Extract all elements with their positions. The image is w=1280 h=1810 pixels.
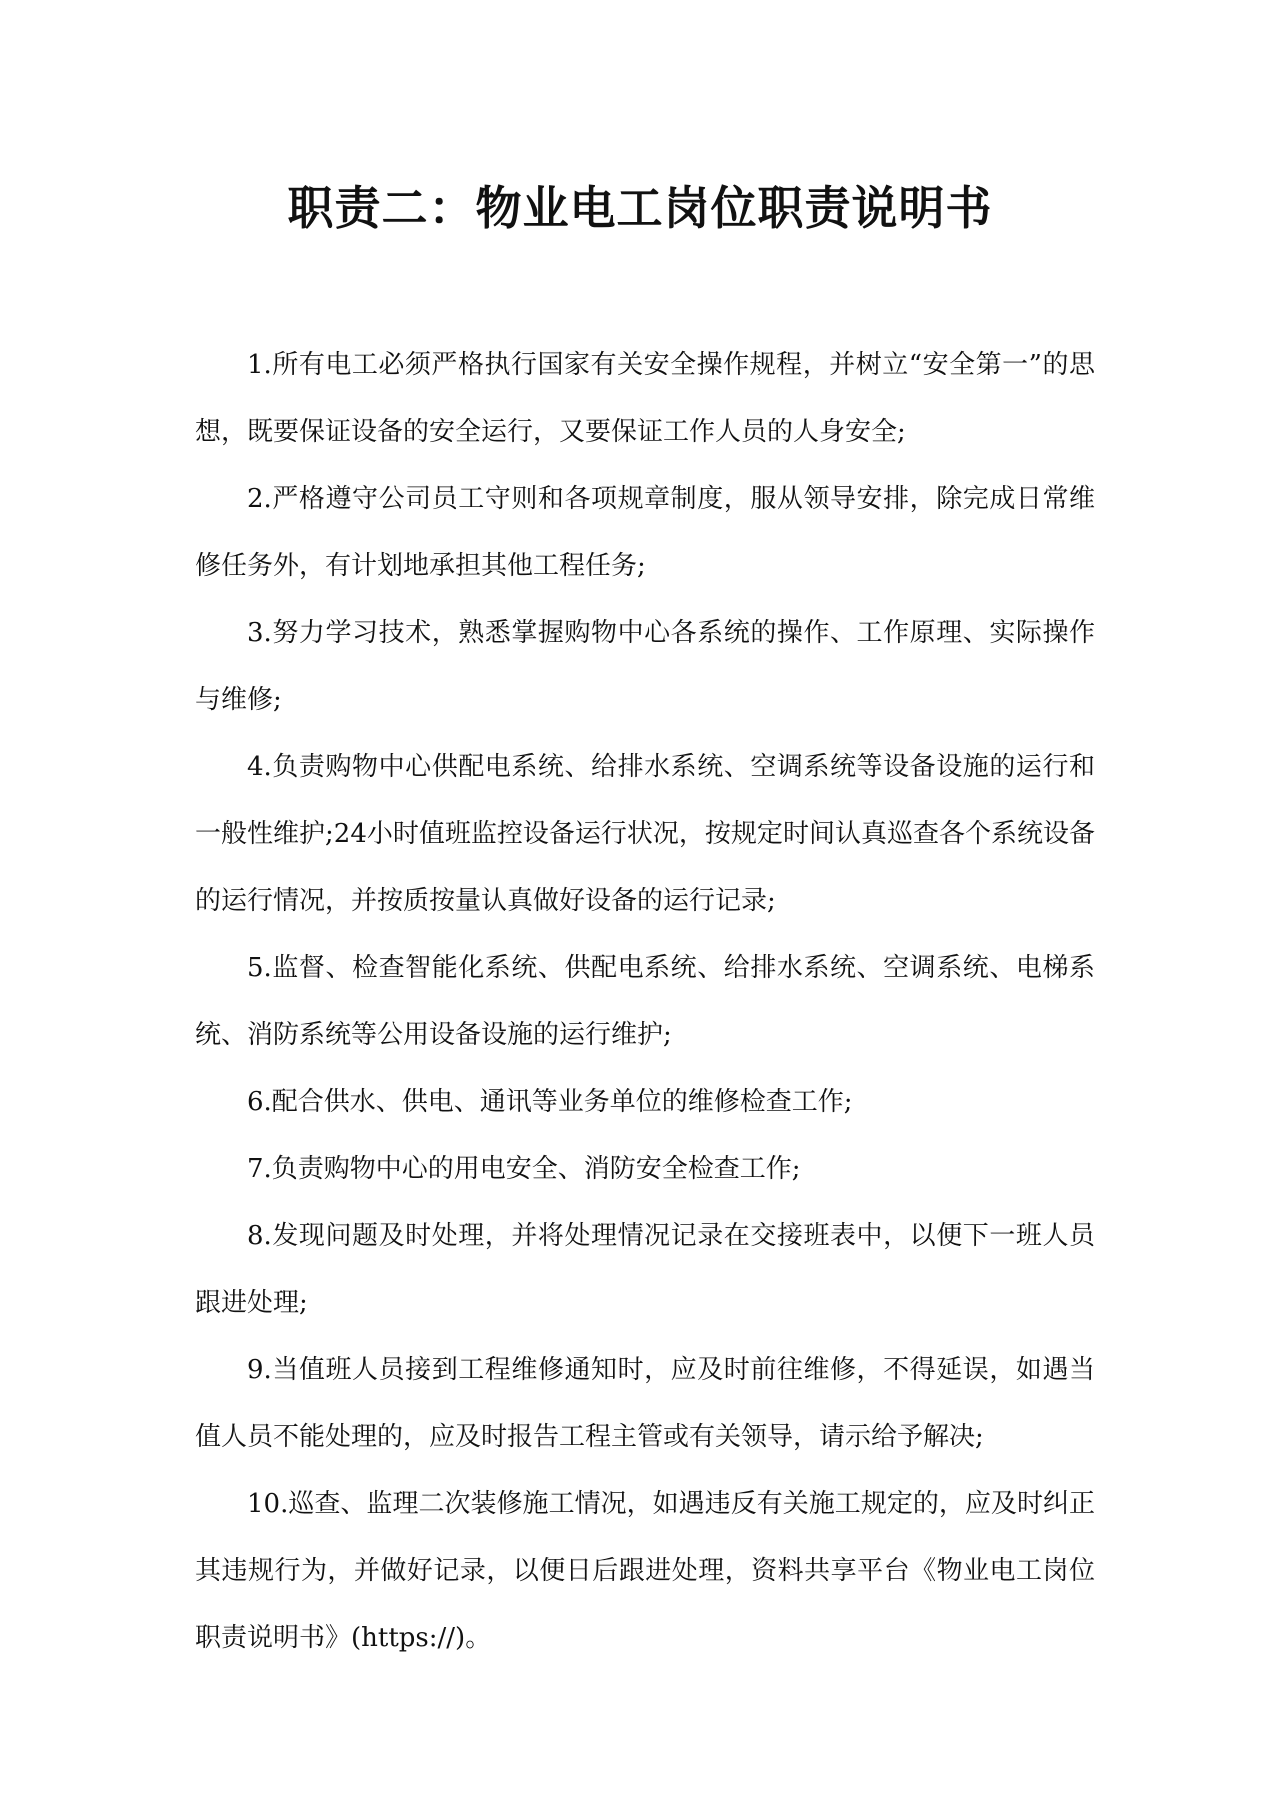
paragraph-5: 5.监督、检查智能化系统、供配电系统、给排水系统、空调系统、电梯系统、消防系统等公用设备设施的运行维护; [195, 953, 1095, 1050]
paragraph-9: 9.当值班人员接到工程维修通知时，应及时前往维修，不得延误，如遇当值人员不能处理的，应及时报告工程主管或有关领导，请示给予解决; [195, 1355, 1095, 1452]
paragraph-1: 1.所有电工必须严格执行国家有关安全操作规程，并树立“安全第一”的思想，既要保证设备的安全运行，又要保证工作人员的人身安全; [195, 350, 1095, 447]
paragraph-10: 10.巡查、监理二次装修施工情况，如遇违反有关施工规定的，应及时纠正其违规行为，并做好记录，以便日后跟进处理，资料共享平台《物业电工岗位职责说明书》(https://)。 [195, 1489, 1095, 1653]
paragraph-8: 8.发现问题及时处理，并将处理情况记录在交接班表中，以便下一班人员跟进处理; [195, 1221, 1095, 1318]
paragraph-6: 6.配合供水、供电、通讯等业务单位的维修检查工作; [247, 1087, 853, 1117]
paragraph-2: 2.严格遵守公司员工守则和各项规章制度，服从领导安排，除完成日常维修任务外，有计划地承担其他工程任务; [195, 484, 1095, 581]
paragraph-7: 7.负责购物中心的用电安全、消防安全检查工作; [247, 1154, 801, 1184]
paragraph-3: 3.努力学习技术，熟悉掌握购物中心各系统的操作、工作原理、实际操作与维修; [195, 618, 1095, 715]
document-body [195, 332, 1095, 1672]
paragraph-4: 4.负责购物中心供配电系统、给排水系统、空调系统等设备设施的运行和一般性维护;24小时值班监控设备运行状况，按规定时间认真巡查各个系统设备的运行情况，并按质按量认真做好设备的运行记录; [195, 752, 1095, 916]
page-title: 职责二：物业电工岗位职责说明书 [287, 181, 993, 235]
